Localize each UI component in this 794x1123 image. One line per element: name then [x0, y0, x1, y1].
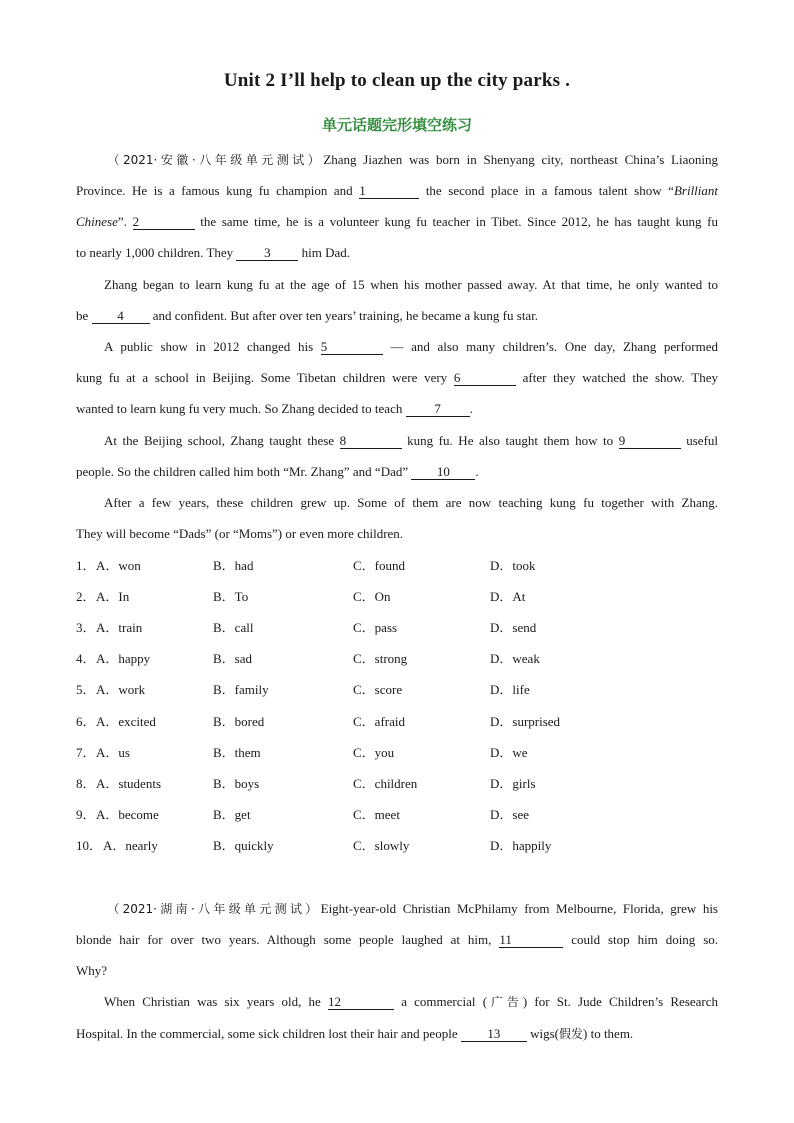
option-a[interactable]: A．students: [96, 776, 162, 791]
option-a[interactable]: A．nearly: [103, 838, 158, 853]
option-b[interactable]: B．them: [213, 745, 261, 760]
blank-1: 1: [359, 183, 419, 199]
option-a[interactable]: A．won: [96, 558, 141, 573]
option-c[interactable]: C．pass: [353, 620, 398, 635]
passage1-line: Chinese”. 2 the same time, he is a volunteer kung fu teacher in Tibet. Since 2012, he has taught kung fu: [76, 214, 718, 229]
option-d[interactable]: D．life: [490, 682, 530, 697]
option-a[interactable]: A．In: [96, 589, 130, 604]
passage2-line: Why?: [76, 963, 108, 978]
option-c[interactable]: C．you: [353, 745, 395, 760]
option-b[interactable]: B．sad: [213, 651, 253, 666]
option-a[interactable]: A．work: [96, 682, 146, 697]
option-b[interactable]: B．call: [213, 620, 254, 635]
passage1-line: wanted to learn kung fu very much. So Zhang decided to teach 7 .: [76, 401, 473, 416]
passage2-line: Hospital. In the commercial, some sick children lost their hair and people 13 wigs(假发) to them.: [76, 1026, 634, 1041]
option-c[interactable]: C．found: [353, 558, 406, 573]
blank-6: 6: [454, 370, 516, 386]
page-subtitle: 单元话题完形填空练习: [321, 116, 472, 134]
passage1-line: After a few years, these children grew up. Some of them are now teaching kung fu together with Zhang.: [104, 495, 718, 510]
option-a[interactable]: A．train: [96, 620, 143, 635]
blank-8: 8: [340, 433, 402, 449]
option-c[interactable]: C．score: [353, 682, 403, 697]
option-c[interactable]: C．On: [353, 589, 391, 604]
option-a[interactable]: A．happy: [96, 651, 151, 666]
blank-13: 13: [461, 1026, 527, 1042]
option-d[interactable]: D．happily: [490, 838, 552, 853]
blank-7: 7: [406, 401, 470, 417]
option-d[interactable]: D．we: [490, 745, 528, 760]
passage1-line: They will become “Dads” (or “Moms”) or even more children.: [76, 526, 404, 541]
passage1-line: be 4 and confident. But after over ten years’ training, he became a kung fu star.: [76, 308, 539, 323]
blank-9: 9: [619, 433, 681, 449]
passage1-line: Zhang began to learn kung fu at the age of 15 when his mother passed away. At that time, he only wanted to: [104, 277, 718, 292]
option-b[interactable]: B．bored: [213, 714, 265, 729]
passage1-line: A public show in 2012 changed his 5 — and also many children’s. One day, Zhang performed: [104, 339, 718, 354]
worksheet-page: Unit 2 I’ll help to clean up the city parks . 单元话题完形填空练习 （2021·安徽·八年级单元测试）Zhang Jiazhen was born in Shenyang city, northeast China’s Liaoning Province. He is a famous kung fu champion and 1 the second place in a famous talent show “Brilliant Chinese”. 2 the same time, he is a volunteer kung fu teacher in Tibet. Since 2012, he has taught kung fu to nearly 1,000 children. They 3 him Dad. Zhang began to learn kung fu at the age of 15 when his mother passed away. At that time, he only wanted to be 4 and confident. But after over ten years’ training, he became a kung fu star. A public show in 2012 changed his 5 — and also many children’s. One day, Zhang performed kung fu at a school in Beijing. Some Tibetan children were very 6 after they watched the show. They wanted to learn kung fu very much. So Zhang decided to teach 7 . At the Beijing school, Zhang taught these 8 kung fu. He also taught them how to 9 useful people. So the children called him both “Mr. Zhang” and “Dad” 10 . After a few years, these children grew up. Some of them are now teaching kung fu together with Zhang. They will become “Dads” (or “Moms”) or even more children. 1． A．won B．had C．found D．took 2． A．In B．To C．On D．At 3． A．train B．call C．pass D．send 4． A．happy B．sad C．strong D．weak 5． A．work B．family C．score D．life 6． A．excited B．bored C．afraid D．surprised 7． A．us B．them C．you D．we 8． A．students B．boys C．children D．girls 9． A．become B．get C．meet D．see 10． A．nearly B．quickly C．slowly D．happily （2021·湖南·八年级单元测试）Eight-year-old Christian McPhilamy from Melbourne, Florida, grew his blonde hair for over two years. Although some people laughed at him, 11 could stop him doing so. Why? When Christian was six years old, he 12 a commercial (广告) for St. Jude Children’s Research Hospital. In the commercial, some sick children lost their hair and people 13 wigs(假发) to them.: [0, 0, 794, 1123]
passage2-line: When Christian was six years old, he 12 a commercial (广告) for St. Jude Children’s Research: [104, 994, 719, 1009]
option-b[interactable]: B．get: [213, 807, 251, 822]
source-tag: （2021·安徽·八年级单元测试）: [104, 153, 324, 167]
blank-12: 12: [328, 994, 394, 1010]
passage1-line: to nearly 1,000 children. They 3 him Dad.: [76, 245, 351, 260]
passage1-line: （2021·安徽·八年级单元测试）Zhang Jiazhen was born in Shenyang city, northeast China’s Liaoning: [104, 152, 718, 167]
option-b[interactable]: B．family: [213, 682, 269, 697]
blank-4: 4: [92, 308, 150, 324]
option-d[interactable]: D．girls: [490, 776, 536, 791]
option-c[interactable]: C．afraid: [353, 714, 405, 729]
passage1-line: At the Beijing school, Zhang taught these 8 kung fu. He also taught them how to 9 useful: [104, 433, 719, 448]
passage2-line: blonde hair for over two years. Although some people laughed at him, 11 could stop him doing so.: [76, 932, 719, 947]
option-a[interactable]: A．us: [96, 745, 130, 760]
passage2-line: （2021·湖南·八年级单元测试）Eight-year-old Christian McPhilamy from Melbourne, Florida, grew his: [104, 901, 718, 916]
option-d[interactable]: D．weak: [490, 651, 540, 666]
option-b[interactable]: B．had: [213, 558, 254, 573]
option-c[interactable]: C．meet: [353, 807, 400, 822]
option-a[interactable]: A．become: [96, 807, 159, 822]
blank-3: 3: [236, 245, 298, 261]
passage1-line: Province. He is a famous kung fu champion and 1 the second place in a famous talent show “Brilliant: [76, 183, 719, 198]
passage1-line: people. So the children called him both “Mr. Zhang” and “Dad” 10 .: [76, 464, 479, 479]
blank-5: 5: [321, 339, 383, 355]
source-tag: （2021·湖南·八年级单元测试）: [104, 902, 321, 916]
option-d[interactable]: D．At: [490, 589, 526, 604]
option-d[interactable]: D．see: [490, 807, 529, 822]
option-a[interactable]: A．excited: [96, 714, 156, 729]
passage1-line: kung fu at a school in Beijing. Some Tibetan children were very 6 after they watched the show. They: [76, 370, 719, 385]
option-b[interactable]: B．boys: [213, 776, 260, 791]
option-d[interactable]: D．surprised: [490, 714, 561, 729]
option-c[interactable]: C．strong: [353, 651, 408, 666]
option-d[interactable]: D．took: [490, 558, 536, 573]
page-title: Unit 2 I’ll help to clean up the city parks .: [223, 70, 571, 91]
option-b[interactable]: B．quickly: [213, 838, 274, 853]
option-c[interactable]: C．slowly: [353, 838, 410, 853]
blank-10: 10: [411, 464, 475, 480]
blank-2: 2: [133, 214, 195, 230]
option-d[interactable]: D．send: [490, 620, 537, 635]
option-c[interactable]: C．children: [353, 776, 418, 791]
option-b[interactable]: B．To: [213, 589, 249, 604]
blank-11: 11: [499, 932, 563, 948]
